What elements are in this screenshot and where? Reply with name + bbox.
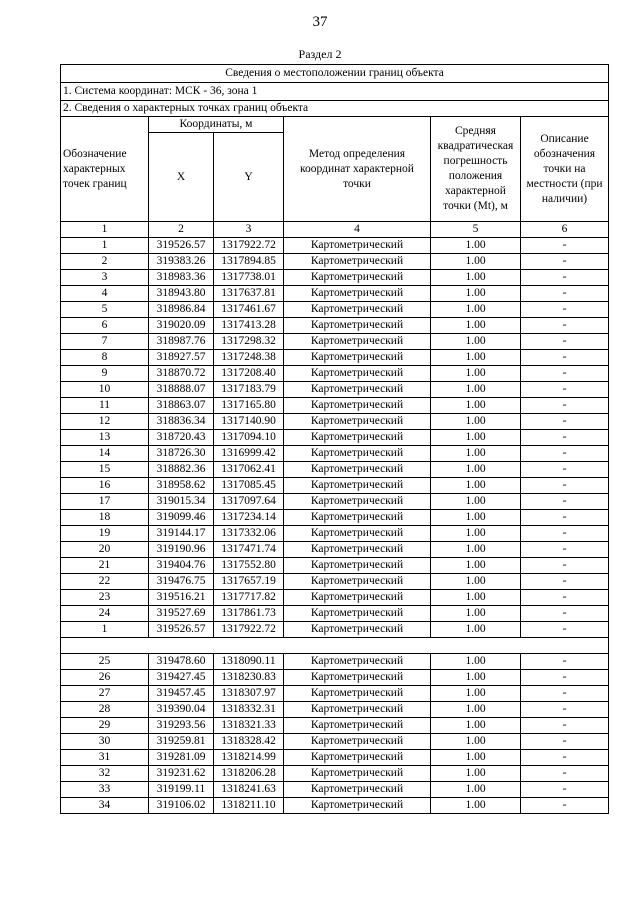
table-row — [61, 782, 609, 798]
description-cell: - — [521, 798, 609, 814]
y-coordinate-cell: 1317097.64 — [214, 494, 284, 510]
error-cell: 1.00 — [431, 798, 521, 814]
description-cell: - — [521, 654, 609, 670]
error-cell: 1.00 — [431, 558, 521, 574]
description-cell: - — [521, 286, 609, 302]
x-coordinate-cell: 318720.43 — [149, 430, 214, 446]
y-coordinate-cell: 1318230.83 — [214, 670, 284, 686]
column-number: 6 — [521, 222, 609, 238]
point-id-cell: 32 — [61, 766, 149, 782]
table-row — [61, 686, 609, 702]
y-coordinate-cell: 1317140.90 — [214, 414, 284, 430]
method-cell: Картометрический — [284, 542, 431, 558]
error-cell: 1.00 — [431, 654, 521, 670]
point-id-cell: 25 — [61, 654, 149, 670]
point-id-cell: 11 — [61, 398, 149, 414]
y-coordinate-cell: 1318307.97 — [214, 686, 284, 702]
y-coordinate-cell: 1317461.67 — [214, 302, 284, 318]
method-cell: Картометрический — [284, 622, 431, 638]
y-coordinate-cell: 1317738.01 — [214, 270, 284, 286]
error-cell: 1.00 — [431, 702, 521, 718]
method-cell: Картометрический — [284, 446, 431, 462]
method-cell: Картометрический — [284, 750, 431, 766]
method-cell: Картометрический — [284, 366, 431, 382]
header-coords: Координаты, м — [149, 117, 284, 133]
error-cell: 1.00 — [431, 766, 521, 782]
header-y: Y — [214, 133, 284, 222]
description-cell: - — [521, 702, 609, 718]
description-cell: - — [521, 254, 609, 270]
method-cell: Картометрический — [284, 318, 431, 334]
y-coordinate-cell: 1318211.10 — [214, 798, 284, 814]
x-coordinate-cell: 319478.60 — [149, 654, 214, 670]
error-cell: 1.00 — [431, 398, 521, 414]
x-coordinate-cell: 319281.09 — [149, 750, 214, 766]
y-coordinate-cell: 1318328.42 — [214, 734, 284, 750]
description-cell: - — [521, 718, 609, 734]
table-row — [61, 494, 609, 510]
column-number: 3 — [214, 222, 284, 238]
point-id-cell: 19 — [61, 526, 149, 542]
error-cell: 1.00 — [431, 606, 521, 622]
description-cell: - — [521, 270, 609, 286]
x-coordinate-cell: 319390.04 — [149, 702, 214, 718]
x-coordinate-cell: 319020.09 — [149, 318, 214, 334]
point-id-cell: 10 — [61, 382, 149, 398]
point-id-cell: 8 — [61, 350, 149, 366]
x-coordinate-cell: 319144.17 — [149, 526, 214, 542]
description-cell: - — [521, 430, 609, 446]
description-cell: - — [521, 350, 609, 366]
method-cell: Картометрический — [284, 670, 431, 686]
point-id-cell: 22 — [61, 574, 149, 590]
error-cell: 1.00 — [431, 734, 521, 750]
y-coordinate-cell: 1317717.82 — [214, 590, 284, 606]
column-number: 5 — [431, 222, 521, 238]
table-row — [61, 446, 609, 462]
header-method: Метод определения координат характерной точки — [284, 117, 431, 222]
method-cell: Картометрический — [284, 302, 431, 318]
error-cell: 1.00 — [431, 446, 521, 462]
x-coordinate-cell: 318726.30 — [149, 446, 214, 462]
method-cell: Картометрический — [284, 686, 431, 702]
x-coordinate-cell: 319526.57 — [149, 238, 214, 254]
y-coordinate-cell: 1317657.19 — [214, 574, 284, 590]
table-row — [61, 254, 609, 270]
point-id-cell: 5 — [61, 302, 149, 318]
table-row — [61, 414, 609, 430]
x-coordinate-cell: 318882.36 — [149, 462, 214, 478]
description-cell: - — [521, 510, 609, 526]
x-coordinate-cell: 319526.57 — [149, 622, 214, 638]
point-id-cell: 29 — [61, 718, 149, 734]
description-cell: - — [521, 494, 609, 510]
error-cell: 1.00 — [431, 414, 521, 430]
table-row — [61, 430, 609, 446]
x-coordinate-cell: 319106.02 — [149, 798, 214, 814]
y-coordinate-cell: 1317165.80 — [214, 398, 284, 414]
point-id-cell: 12 — [61, 414, 149, 430]
x-coordinate-cell: 318983.36 — [149, 270, 214, 286]
table-row — [61, 334, 609, 350]
table-row — [61, 558, 609, 574]
y-coordinate-cell: 1317471.74 — [214, 542, 284, 558]
error-cell: 1.00 — [431, 542, 521, 558]
y-coordinate-cell: 1317234.14 — [214, 510, 284, 526]
table-row — [61, 798, 609, 814]
description-cell: - — [521, 318, 609, 334]
y-coordinate-cell: 1317094.10 — [214, 430, 284, 446]
page-number: 37 — [312, 14, 328, 30]
method-cell: Картометрический — [284, 334, 431, 350]
description-cell: - — [521, 382, 609, 398]
table-row — [61, 318, 609, 334]
x-coordinate-cell: 318943.80 — [149, 286, 214, 302]
x-coordinate-cell: 318888.07 — [149, 382, 214, 398]
description-cell: - — [521, 446, 609, 462]
error-cell: 1.00 — [431, 622, 521, 638]
x-coordinate-cell: 319231.62 — [149, 766, 214, 782]
y-coordinate-cell: 1317085.45 — [214, 478, 284, 494]
y-coordinate-cell: 1318321.33 — [214, 718, 284, 734]
y-coordinate-cell: 1317062.41 — [214, 462, 284, 478]
description-cell: - — [521, 478, 609, 494]
y-coordinate-cell: 1318214.99 — [214, 750, 284, 766]
y-coordinate-cell: 1317552.80 — [214, 558, 284, 574]
description-cell: - — [521, 558, 609, 574]
error-cell: 1.00 — [431, 254, 521, 270]
point-id-cell: 15 — [61, 462, 149, 478]
description-cell: - — [521, 750, 609, 766]
point-id-cell: 21 — [61, 558, 149, 574]
method-cell: Картометрический — [284, 494, 431, 510]
point-id-cell: 9 — [61, 366, 149, 382]
section-title: Раздел 2 — [298, 47, 342, 61]
method-cell: Картометрический — [284, 782, 431, 798]
description-cell: - — [521, 414, 609, 430]
separator-row — [61, 638, 609, 654]
table-row — [61, 462, 609, 478]
method-cell: Картометрический — [284, 590, 431, 606]
x-coordinate-cell: 318986.84 — [149, 302, 214, 318]
y-coordinate-cell: 1317922.72 — [214, 622, 284, 638]
description-cell: - — [521, 606, 609, 622]
table-row — [61, 366, 609, 382]
error-cell: 1.00 — [431, 686, 521, 702]
method-cell: Картометрический — [284, 734, 431, 750]
table-row — [61, 670, 609, 686]
method-cell: Картометрический — [284, 350, 431, 366]
x-coordinate-cell: 318958.62 — [149, 478, 214, 494]
table-title: Сведения о местоположении границ объекта — [61, 65, 609, 83]
error-cell: 1.00 — [431, 510, 521, 526]
error-cell: 1.00 — [431, 526, 521, 542]
column-number: 1 — [61, 222, 149, 238]
description-cell: - — [521, 622, 609, 638]
error-cell: 1.00 — [431, 350, 521, 366]
error-cell: 1.00 — [431, 302, 521, 318]
point-id-cell: 18 — [61, 510, 149, 526]
point-id-cell: 1 — [61, 238, 149, 254]
table-row — [61, 302, 609, 318]
coordinate-system: 1. Система координат: МСК - 36, зона 1 — [61, 83, 609, 101]
description-cell: - — [521, 782, 609, 798]
x-coordinate-cell: 319293.56 — [149, 718, 214, 734]
error-cell: 1.00 — [431, 782, 521, 798]
error-cell: 1.00 — [431, 590, 521, 606]
points-caption: 2. Сведения о характерных точках границ объекта — [61, 101, 609, 117]
description-cell: - — [521, 238, 609, 254]
point-id-cell: 24 — [61, 606, 149, 622]
x-coordinate-cell: 319527.69 — [149, 606, 214, 622]
error-cell: 1.00 — [431, 238, 521, 254]
method-cell: Картометрический — [284, 718, 431, 734]
error-cell: 1.00 — [431, 478, 521, 494]
y-coordinate-cell: 1318332.31 — [214, 702, 284, 718]
point-id-cell: 1 — [61, 622, 149, 638]
x-coordinate-cell: 319457.45 — [149, 686, 214, 702]
description-cell: - — [521, 766, 609, 782]
error-cell: 1.00 — [431, 718, 521, 734]
point-id-cell: 28 — [61, 702, 149, 718]
table-row — [61, 654, 609, 670]
header-description: Описание обозначения точки на местности (при наличии) — [521, 117, 609, 222]
description-cell: - — [521, 398, 609, 414]
point-id-cell: 17 — [61, 494, 149, 510]
method-cell: Картометрический — [284, 798, 431, 814]
method-cell: Картометрический — [284, 398, 431, 414]
column-numbers-row — [61, 222, 609, 238]
point-id-cell: 23 — [61, 590, 149, 606]
y-coordinate-cell: 1318206.28 — [214, 766, 284, 782]
x-coordinate-cell: 318927.57 — [149, 350, 214, 366]
error-cell: 1.00 — [431, 366, 521, 382]
x-coordinate-cell: 319476.75 — [149, 574, 214, 590]
y-coordinate-cell: 1317248.38 — [214, 350, 284, 366]
point-id-cell: 7 — [61, 334, 149, 350]
header-point: Обозначение характерных точек границ — [61, 117, 149, 222]
error-cell: 1.00 — [431, 382, 521, 398]
y-coordinate-cell: 1317637.81 — [214, 286, 284, 302]
method-cell: Картометрический — [284, 558, 431, 574]
y-coordinate-cell: 1317413.28 — [214, 318, 284, 334]
column-number: 4 — [284, 222, 431, 238]
table-row — [61, 702, 609, 718]
header-x: X — [149, 133, 214, 222]
point-id-cell: 30 — [61, 734, 149, 750]
table-row — [61, 270, 609, 286]
description-cell: - — [521, 686, 609, 702]
table-row — [61, 766, 609, 782]
y-coordinate-cell: 1318241.63 — [214, 782, 284, 798]
table-row — [61, 238, 609, 254]
description-cell: - — [521, 526, 609, 542]
point-id-cell: 4 — [61, 286, 149, 302]
table-row — [61, 382, 609, 398]
y-coordinate-cell: 1317861.73 — [214, 606, 284, 622]
x-coordinate-cell: 319383.26 — [149, 254, 214, 270]
error-cell: 1.00 — [431, 334, 521, 350]
error-cell: 1.00 — [431, 670, 521, 686]
x-coordinate-cell: 319015.34 — [149, 494, 214, 510]
error-cell: 1.00 — [431, 430, 521, 446]
method-cell: Картометрический — [284, 414, 431, 430]
table-row — [61, 622, 609, 638]
description-cell: - — [521, 302, 609, 318]
error-cell: 1.00 — [431, 494, 521, 510]
method-cell: Картометрический — [284, 430, 431, 446]
point-id-cell: 16 — [61, 478, 149, 494]
description-cell: - — [521, 366, 609, 382]
point-id-cell: 31 — [61, 750, 149, 766]
method-cell: Картометрический — [284, 270, 431, 286]
table-row — [61, 510, 609, 526]
x-coordinate-cell: 319099.46 — [149, 510, 214, 526]
method-cell: Картометрический — [284, 574, 431, 590]
y-coordinate-cell: 1317183.79 — [214, 382, 284, 398]
y-coordinate-cell: 1316999.42 — [214, 446, 284, 462]
point-id-cell: 33 — [61, 782, 149, 798]
description-cell: - — [521, 334, 609, 350]
method-cell: Картометрический — [284, 286, 431, 302]
x-coordinate-cell: 319259.81 — [149, 734, 214, 750]
x-coordinate-cell: 318987.76 — [149, 334, 214, 350]
column-number: 2 — [149, 222, 214, 238]
table-row — [61, 574, 609, 590]
x-coordinate-cell: 319199.11 — [149, 782, 214, 798]
boundary-points-table — [60, 64, 609, 814]
method-cell: Картометрический — [284, 510, 431, 526]
method-cell: Картометрический — [284, 702, 431, 718]
error-cell: 1.00 — [431, 286, 521, 302]
method-cell: Картометрический — [284, 654, 431, 670]
x-coordinate-cell: 319404.76 — [149, 558, 214, 574]
method-cell: Картометрический — [284, 606, 431, 622]
y-coordinate-cell: 1318090.11 — [214, 654, 284, 670]
table-row — [61, 478, 609, 494]
table-row — [61, 734, 609, 750]
y-coordinate-cell: 1317894.85 — [214, 254, 284, 270]
table-row — [61, 750, 609, 766]
table-row — [61, 526, 609, 542]
x-coordinate-cell: 319190.96 — [149, 542, 214, 558]
point-id-cell: 14 — [61, 446, 149, 462]
point-id-cell: 3 — [61, 270, 149, 286]
method-cell: Картометрический — [284, 382, 431, 398]
x-coordinate-cell: 318863.07 — [149, 398, 214, 414]
table-row — [61, 350, 609, 366]
table-row — [61, 718, 609, 734]
point-id-cell: 34 — [61, 798, 149, 814]
method-cell: Картометрический — [284, 238, 431, 254]
method-cell: Картометрический — [284, 462, 431, 478]
point-id-cell: 6 — [61, 318, 149, 334]
description-cell: - — [521, 462, 609, 478]
error-cell: 1.00 — [431, 574, 521, 590]
method-cell: Картометрический — [284, 478, 431, 494]
point-id-cell: 26 — [61, 670, 149, 686]
error-cell: 1.00 — [431, 462, 521, 478]
description-cell: - — [521, 590, 609, 606]
point-id-cell: 13 — [61, 430, 149, 446]
separator-cell — [61, 638, 609, 654]
table-row — [61, 606, 609, 622]
method-cell: Картометрический — [284, 766, 431, 782]
y-coordinate-cell: 1317922.72 — [214, 238, 284, 254]
point-id-cell: 20 — [61, 542, 149, 558]
y-coordinate-cell: 1317332.06 — [214, 526, 284, 542]
x-coordinate-cell: 319427.45 — [149, 670, 214, 686]
error-cell: 1.00 — [431, 750, 521, 766]
description-cell: - — [521, 542, 609, 558]
error-cell: 1.00 — [431, 318, 521, 334]
table-row — [61, 398, 609, 414]
table-row — [61, 590, 609, 606]
description-cell: - — [521, 734, 609, 750]
error-cell: 1.00 — [431, 270, 521, 286]
point-id-cell: 2 — [61, 254, 149, 270]
y-coordinate-cell: 1317208.40 — [214, 366, 284, 382]
x-coordinate-cell: 319516.21 — [149, 590, 214, 606]
table-row — [61, 286, 609, 302]
point-id-cell: 27 — [61, 686, 149, 702]
table-row — [61, 542, 609, 558]
header-error: Средняя квадратическая погрешность положения характерной точки (Mt), м — [431, 117, 521, 222]
y-coordinate-cell: 1317298.32 — [214, 334, 284, 350]
description-cell: - — [521, 574, 609, 590]
method-cell: Картометрический — [284, 254, 431, 270]
x-coordinate-cell: 318870.72 — [149, 366, 214, 382]
method-cell: Картометрический — [284, 526, 431, 542]
description-cell: - — [521, 670, 609, 686]
x-coordinate-cell: 318836.34 — [149, 414, 214, 430]
